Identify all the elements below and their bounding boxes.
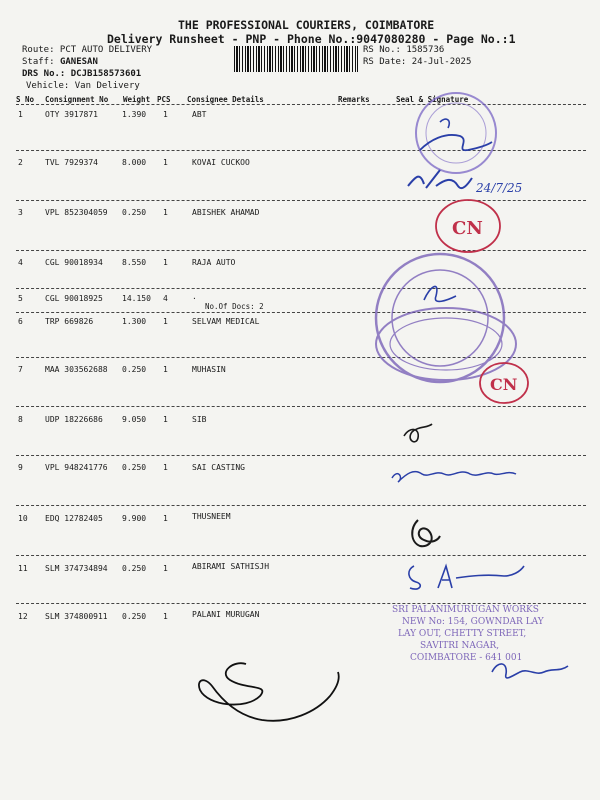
row-consignee: . — [192, 292, 197, 301]
svg-text:CN: CN — [452, 218, 483, 239]
row-sno: 4 — [18, 258, 23, 267]
row-pcs: 1 — [163, 415, 168, 424]
svg-text:COIMBATORE - 641 001: COIMBATORE - 641 001 — [410, 653, 523, 663]
row-pcs: 1 — [163, 463, 168, 472]
date-annotation: 24/7/25 — [476, 181, 523, 195]
row-consignment: UDP 18226686 — [45, 415, 103, 424]
address-stamp-row12 — [392, 605, 545, 663]
signature-row8 — [404, 424, 432, 442]
row-weight: 1.390 — [122, 110, 147, 119]
col-sno: S No — [16, 95, 35, 104]
row-pcs: 1 — [163, 158, 168, 167]
row-consignee: THUSNEEM — [192, 512, 231, 521]
row-consignee: SIB — [192, 415, 207, 424]
signature-row1 — [420, 135, 492, 150]
signature-row9 — [392, 472, 516, 482]
row-sno: 3 — [18, 208, 23, 217]
row-sno: 11 — [18, 564, 28, 573]
signature-row11 — [409, 566, 524, 589]
row-weight: 8.000 — [122, 158, 147, 167]
row-consignment: SLM 374800911 — [45, 612, 108, 621]
svg-text:CN: CN — [490, 375, 518, 394]
row-consignment: SLM 374734894 — [45, 564, 108, 573]
cn-stamp-row3 — [436, 200, 500, 252]
row-pcs: 1 — [163, 564, 168, 573]
row-consignee: PALANI MURUGAN — [192, 610, 260, 619]
row-sno: 8 — [18, 415, 23, 424]
col-seal: Seal & Signature — [396, 95, 469, 104]
signature-row12 — [492, 664, 568, 678]
col-remarks: Remarks — [338, 95, 370, 104]
svg-text:LAY OUT, CHETTY STREET,: LAY OUT, CHETTY STREET, — [398, 629, 527, 639]
bottom-signature — [199, 663, 339, 721]
row-weight: 9.900 — [122, 514, 147, 523]
signature-row5 — [424, 286, 456, 301]
row-weight: 0.250 — [122, 365, 147, 374]
col-pcs: PCS — [157, 95, 171, 104]
row-consignee: ABT — [192, 110, 207, 119]
row-weight: 0.250 — [122, 564, 147, 573]
medical-round-stamp — [376, 254, 516, 382]
row-sno: 1 — [18, 110, 23, 119]
staff-name: GANESAN — [59, 57, 98, 67]
row-sno: 5 — [18, 294, 23, 303]
row-consignment: VPL 948241776 — [45, 463, 108, 472]
row-consignment: EDQ 12782405 — [45, 514, 103, 523]
row-consignee: KOVAI CUCKOO — [192, 158, 250, 167]
row-sno: 7 — [18, 365, 23, 374]
row-weight: 14.150 — [122, 294, 151, 303]
row-consignment: TRP 669826 — [45, 317, 94, 326]
cn-stamp-row7 — [480, 363, 528, 403]
signature-row10 — [412, 520, 440, 546]
company-name: THE PROFESSIONAL COURIERS, COIMBATORE — [178, 18, 435, 32]
row-weight: 0.250 — [122, 612, 147, 621]
runsheet-subtitle: Delivery Runsheet - PNP - Phone No.:9047080280 - Page No.:1 — [107, 32, 516, 46]
rs-date: RS Date: 24-Jul-2025 — [363, 57, 472, 67]
staff-label: Staff: — [22, 57, 55, 67]
row-weight: 0.250 — [122, 463, 147, 472]
row-sno: 12 — [18, 612, 28, 621]
row-sno: 6 — [18, 317, 23, 326]
row-sno: 2 — [18, 158, 23, 167]
row-consignee: ABIRAMI SATHISJH — [192, 562, 270, 571]
row-weight: 0.250 — [122, 208, 147, 217]
col-weight: Weight — [123, 95, 151, 104]
row-pcs: 1 — [163, 208, 168, 217]
vehicle: Vehicle: Van Delivery — [26, 81, 140, 91]
row-consignment: OTY 3917871 — [45, 110, 98, 119]
row-consignment: CGL 90018934 — [45, 258, 103, 267]
row-consignment: MAA 303562688 — [45, 365, 108, 374]
svg-text:SRI PALANIMURUGAN WORKS: SRI PALANIMURUGAN WORKS — [392, 605, 539, 615]
row-sno: 9 — [18, 463, 23, 472]
row-consignee: ABISHEK AHAMAD — [192, 208, 260, 217]
row-weight: 9.050 — [122, 415, 147, 424]
row-consignment: TVL 7929374 — [45, 158, 98, 167]
row-consignee: RAJA AUTO — [192, 258, 236, 267]
svg-text:NEW No: 154, GOWNDAR LAY: NEW No: 154, GOWNDAR LAY — [402, 617, 544, 627]
row-pcs: 1 — [163, 612, 168, 621]
row-consignment: VPL 852304059 — [45, 208, 108, 217]
col-consignment: Consignment No — [45, 95, 109, 104]
row-pcs: 1 — [163, 317, 168, 326]
row-consignee: SELVAM MEDICAL — [192, 317, 260, 326]
route: Route: PCT AUTO DELIVERY — [22, 45, 153, 55]
row-pcs: 4 — [163, 294, 168, 303]
row-pcs: 1 — [163, 514, 168, 523]
row-consignment: CGL 90018925 — [45, 294, 103, 303]
row-sno: 10 — [18, 514, 28, 523]
drs-number: DRS No.: DCJB158573601 — [22, 69, 142, 79]
row-consignee: SAI CASTING — [192, 463, 245, 472]
col-consignee: Consignee Details — [187, 95, 264, 104]
round-stamp-row1 — [416, 93, 496, 173]
row-pcs: 1 — [163, 365, 168, 374]
rs-number: RS No.: 1585736 — [363, 45, 445, 55]
svg-text:SAVITRI NAGAR,: SAVITRI NAGAR, — [420, 641, 500, 651]
row-pcs: 1 — [163, 110, 168, 119]
row-consignee: MUHASIN — [192, 365, 226, 374]
row-weight: 1.300 — [122, 317, 147, 326]
row-note: No.Of Docs: 2 — [205, 302, 264, 311]
row-pcs: 1 — [163, 258, 168, 267]
row-weight: 8.550 — [122, 258, 147, 267]
